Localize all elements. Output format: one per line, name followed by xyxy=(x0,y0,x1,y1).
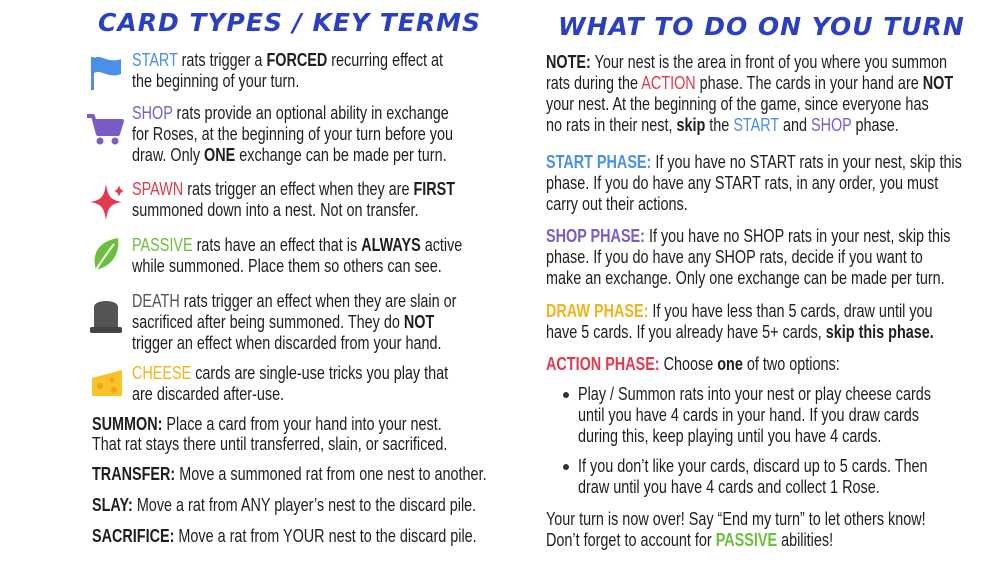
draw-phase-line1: DRAW PHASE: If you have less than 5 cards, draw until you xyxy=(546,301,933,321)
draw-phase-line2: have 5 cards. If you already have 5+ cards, skip this phase. xyxy=(546,322,934,342)
note-line4: no rats in their nest, skip the START and SHOP phase. xyxy=(546,115,899,135)
flag-icon xyxy=(88,54,124,92)
left-title: CARD TYPES / KEY TERMS xyxy=(98,8,482,37)
sparkle-icon xyxy=(88,182,126,222)
cheese-icon xyxy=(90,366,124,400)
death-line1: DEATH rats trigger an effect when they are slain or xyxy=(132,291,457,311)
summon-line1: SUMMON: Place a card from your hand into your nest. xyxy=(92,414,442,434)
start-phase-line1: START PHASE: If you have no START rats in your nest, skip this xyxy=(546,152,962,172)
transfer-line: TRANSFER: Move a summoned rat from one nest to another. xyxy=(92,464,487,484)
spawn-line1: SPAWN rats trigger an effect when they are FIRST xyxy=(132,179,456,199)
passive-line1: PASSIVE rats have an effect that is ALWAYS active xyxy=(132,235,463,255)
tombstone-icon xyxy=(88,295,124,335)
start-line1: START rats trigger a FORCED recurring effect at xyxy=(132,50,444,70)
right-title: WHAT TO DO ON YOU TURN xyxy=(558,12,965,41)
shop-phase-line2: phase. If you do have any SHOP rats, decide if you want to xyxy=(546,247,923,267)
sacrifice-line: SACRIFICE: Move a rat from YOUR nest to the discard pile. xyxy=(92,526,477,546)
note-line1: NOTE: Your nest is the area in front of you where you summon xyxy=(546,52,948,72)
shop-line2: for Roses, at the beginning of your turn before you xyxy=(132,124,453,144)
spawn-line2: summoned down into a nest. Not on transfer. xyxy=(132,200,419,220)
passive-line2: while summoned. Place them so others can see. xyxy=(132,256,442,276)
start-line2: the beginning of your turn. xyxy=(132,71,300,91)
action-phase-line: ACTION PHASE: Choose one of two options: xyxy=(546,354,840,374)
shop-line1: SHOP rats provide an optional ability in exchange xyxy=(132,103,449,123)
shop-phase-line1: SHOP PHASE: If you have no SHOP rats in your nest, skip this xyxy=(546,226,951,246)
bullet1-line1: Play / Summon rats into your nest or play cheese cards xyxy=(578,384,931,404)
cheese-line2: are discarded after-use. xyxy=(132,384,285,404)
death-line2: sacrificed after being summoned. They do NOT xyxy=(132,312,435,332)
slay-line: SLAY: Move a rat from ANY player’s nest to the discard pile. xyxy=(92,495,477,515)
bullet2-line2: draw until you have 4 cards and collect 1 Rose. xyxy=(578,477,880,497)
cart-icon xyxy=(85,112,125,148)
bullet1-line3: during this, keep playing until you have 4 cards. xyxy=(578,426,882,446)
start-phase-line3: carry out their actions. xyxy=(546,194,688,214)
leaf-icon xyxy=(90,236,122,274)
note-line3: your nest. At the beginning of the game, since everyone has xyxy=(546,94,929,114)
bullet-dot-1 xyxy=(563,392,569,398)
end-line2: Don’t forget to account for PASSIVE abilities! xyxy=(546,530,834,550)
shop-phase-line3: make an exchange. Only one exchange can be made per turn. xyxy=(546,268,945,288)
death-line3: trigger an effect when discarded from your hand. xyxy=(132,333,442,353)
shop-line3: draw. Only ONE exchange can be made per turn. xyxy=(132,145,447,165)
bullet-dot-2 xyxy=(563,464,569,470)
bullet2-line1: If you don’t like your cards, discard up to 5 cards. Then xyxy=(578,456,928,476)
bullet1-line2: until you have 4 cards in your hand. If you draw cards xyxy=(578,405,919,425)
end-line1: Your turn is now over! Say “End my turn” to let others know! xyxy=(546,509,926,529)
note-line2: rats during the ACTION phase. The cards in your hand are NOT xyxy=(546,73,954,93)
summon-line2: That rat stays there until transferred, slain, or sacrificed. xyxy=(92,434,448,454)
start-phase-line2: phase. If you do have any START rats, in any order, you must xyxy=(546,173,939,193)
cheese-line1: CHEESE cards are single-use tricks you play that xyxy=(132,363,449,383)
